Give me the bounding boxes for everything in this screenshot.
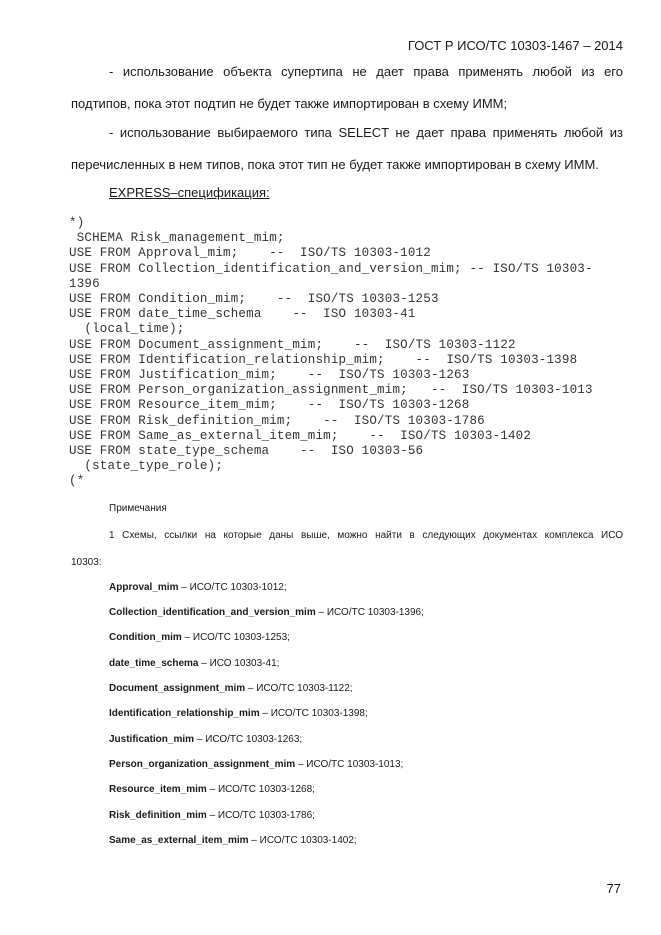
code-line: USE FROM Person_organization_assignment_mim; -- ISO/TS 10303-1013	[69, 383, 593, 398]
schema-ref: – ИСО/ТС 10303-1786;	[206, 810, 315, 821]
notes-text-line1: 1 Схемы, ссылки на которые даны выше, можно найти в следующих документах комплекса ИСО	[109, 530, 623, 541]
schema-ref: – ИСО/ТС 10303-1253;	[181, 632, 290, 643]
schema-name: Collection_identification_and_version_mim	[109, 607, 316, 618]
code-line: USE FROM Approval_mim; -- ISO/TS 10303-1012	[69, 246, 431, 261]
express-heading: EXPRESS–спецификация:	[109, 185, 270, 200]
schema-name: Person_organization_assignment_mim	[109, 759, 296, 770]
code-line: USE FROM Document_assignment_mim; -- ISO/TS 10303-1122	[69, 337, 516, 352]
schema-ref-item	[109, 759, 403, 770]
code-line: USE FROM Resource_item_mim; -- ISO/TS 10303-1268	[69, 398, 470, 413]
code-line: USE FROM Condition_mim; -- ISO/TS 10303-1253	[69, 292, 439, 307]
document-header: ГОСТ Р ИСО/ТС 10303-1467 – 2014	[407, 38, 623, 53]
page-number: 77	[606, 881, 621, 896]
schema-ref: – ИСО/ТС 10303-1268;	[206, 784, 315, 795]
code-line: (*	[69, 474, 85, 489]
schema-ref: – ИСО/ТС 10303-1013;	[295, 759, 404, 770]
code-line: USE FROM Risk_definition_mim; -- ISO/TS 10303-1786	[69, 413, 485, 428]
code-line: 1396	[69, 276, 100, 291]
schema-name: Same_as_external_item_mim	[109, 835, 249, 846]
notes-title: Примечания	[109, 503, 167, 514]
schema-name: date_time_schema	[109, 658, 199, 669]
schema-ref-item	[109, 683, 353, 694]
schema-ref-item	[109, 632, 290, 643]
code-line: USE FROM date_time_schema -- ISO 10303-41	[69, 307, 416, 322]
express-code-block	[69, 216, 593, 490]
schema-ref-item	[109, 810, 315, 821]
paragraph-supertype-line2: подтипов, пока этот подтип не будет также импортирован в схему ИММ;	[71, 96, 508, 111]
code-line: SCHEMA Risk_management_mim;	[69, 231, 285, 246]
schema-ref: – ИСО/ТС 10303-1263;	[194, 734, 303, 745]
code-line: USE FROM Identification_relationship_mim; -- ISO/TS 10303-1398	[69, 352, 578, 367]
schema-name: Risk_definition_mim	[109, 810, 207, 821]
paragraph-select-line1: - использование выбираемого типа SELECT не дает права применять любой из	[109, 125, 623, 140]
schema-ref-item	[109, 708, 368, 719]
schema-ref-item	[109, 658, 279, 669]
code-line: USE FROM Same_as_external_item_mim; -- ISO/TS 10303-1402	[69, 428, 532, 443]
schema-name: Identification_relationship_mim	[109, 708, 260, 719]
notes-text-line2: 10303:	[71, 557, 102, 568]
schema-name: Condition_mim	[109, 632, 182, 643]
code-line: USE FROM Justification_mim; -- ISO/TS 10303-1263	[69, 368, 470, 383]
schema-name: Document_assignment_mim	[109, 683, 246, 694]
schema-ref: – ИСО/ТС 10303-1012;	[178, 582, 287, 593]
schema-name: Resource_item_mim	[109, 784, 207, 795]
code-line: USE FROM Collection_identification_and_version_mim; -- ISO/TS 10303-	[69, 261, 593, 276]
schema-ref: – ИСО/ТС 10303-1396;	[315, 607, 424, 618]
schema-ref-item	[109, 607, 424, 618]
schema-name: Approval_mim	[109, 582, 179, 593]
schema-ref: – ИСО 10303-41;	[198, 658, 280, 669]
schema-ref: – ИСО/ТС 10303-1122;	[245, 683, 353, 694]
code-line: (local_time);	[69, 322, 185, 337]
schema-ref: – ИСО/ТС 10303-1398;	[259, 708, 368, 719]
schema-ref-item	[109, 835, 357, 846]
schema-ref-item	[109, 582, 287, 593]
paragraph-supertype-line1: - использование объекта супертипа не дает права применять любой из его	[109, 64, 623, 79]
code-line: USE FROM state_type_schema -- ISO 10303-56	[69, 444, 424, 459]
schema-name: Justification_mim	[109, 734, 195, 745]
schema-ref-item	[109, 784, 315, 795]
code-line: (state_type_role);	[69, 459, 224, 474]
schema-ref-item	[109, 734, 302, 745]
schema-ref: – ИСО/ТС 10303-1402;	[248, 835, 357, 846]
code-line: *)	[69, 216, 85, 230]
paragraph-select-line2: перечисленных в нем типов, пока этот тип не будет также импортирован в схему ИММ.	[71, 157, 599, 172]
